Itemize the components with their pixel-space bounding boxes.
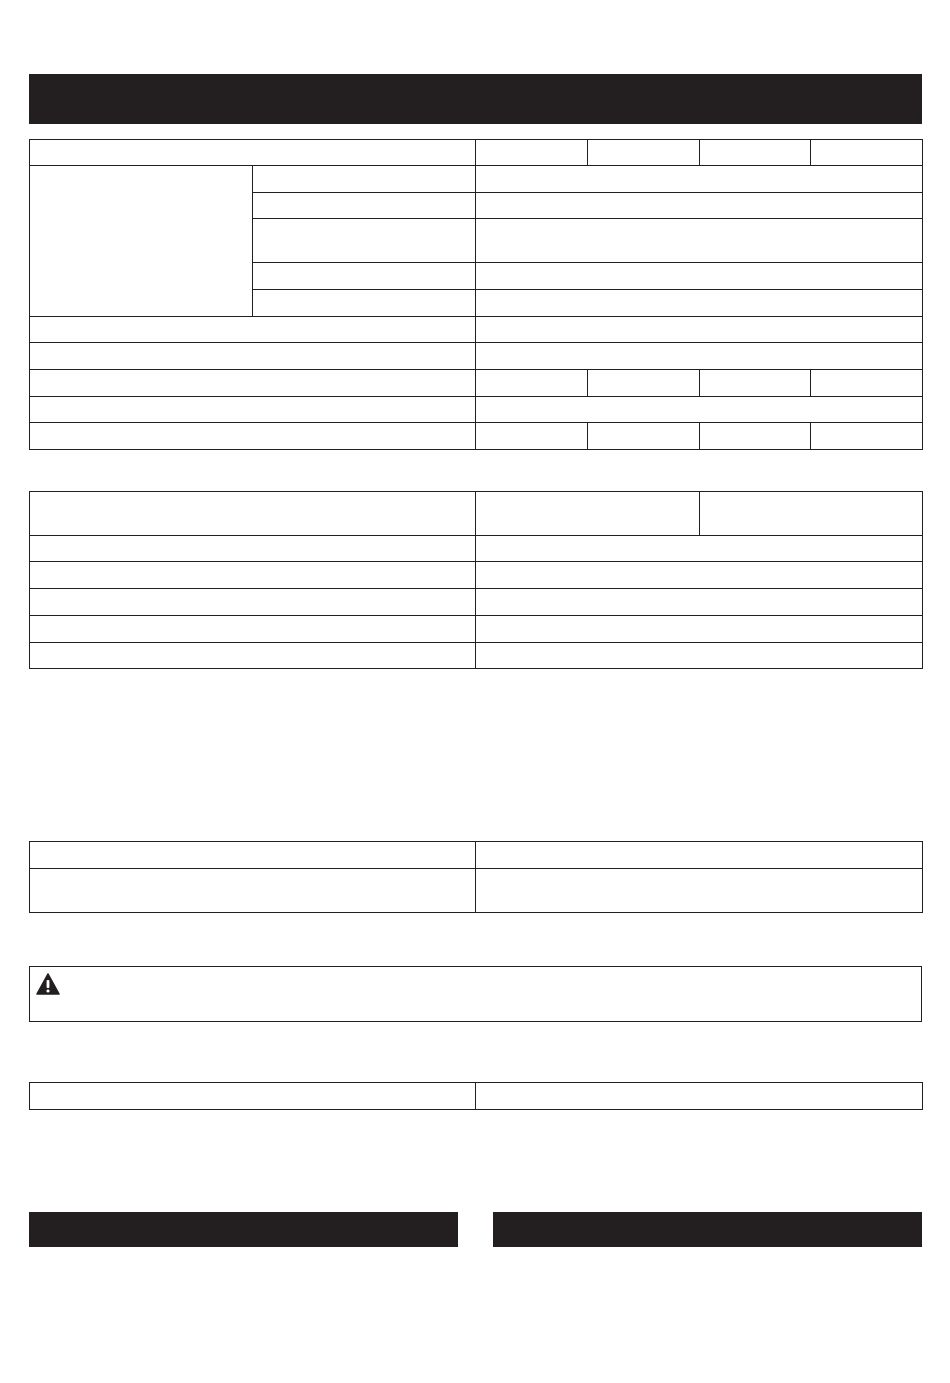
warning-box	[29, 966, 922, 1022]
table-cell	[475, 615, 923, 643]
table-cell	[475, 192, 923, 219]
table-cell	[475, 262, 923, 290]
table-cell	[252, 289, 476, 317]
table-cell-merged	[29, 165, 253, 317]
table-cell	[252, 218, 476, 263]
table-cell	[29, 1082, 476, 1110]
third-data-table	[29, 841, 923, 913]
table-cell	[475, 289, 923, 317]
table-cell	[475, 422, 588, 450]
table-cell	[587, 369, 700, 397]
table-cell	[475, 491, 700, 536]
table-cell	[475, 841, 923, 869]
section-header-bar	[29, 74, 922, 124]
table-cell	[810, 369, 923, 397]
table-cell	[810, 139, 923, 166]
table-cell	[29, 588, 476, 616]
table-cell	[252, 192, 476, 219]
table-cell	[475, 139, 588, 166]
table-cell	[587, 422, 700, 450]
table-cell	[475, 218, 923, 263]
table-cell	[587, 139, 700, 166]
table-cell	[29, 342, 476, 370]
table-cell	[29, 369, 476, 397]
table-cell	[29, 561, 476, 589]
table-cell	[252, 165, 476, 193]
table-cell	[699, 422, 811, 450]
table-cell	[29, 139, 476, 166]
table-cell	[29, 535, 476, 562]
table-cell	[29, 615, 476, 643]
table-cell	[475, 868, 923, 913]
table-cell	[699, 139, 811, 166]
table-cell	[475, 369, 588, 397]
table-cell	[699, 369, 811, 397]
table-cell	[475, 342, 923, 370]
table-cell	[29, 396, 476, 423]
table-cell	[699, 491, 923, 536]
table-cell	[29, 841, 476, 869]
warning-triangle-icon	[36, 973, 60, 995]
table-cell	[29, 316, 476, 343]
technical-data-table	[29, 139, 923, 450]
table-cell	[29, 868, 476, 913]
table-cell	[810, 422, 923, 450]
table-cell	[475, 561, 923, 589]
table-cell	[29, 491, 476, 536]
table-cell	[475, 1082, 923, 1110]
right-section-bar	[493, 1212, 922, 1247]
table-cell	[475, 316, 923, 343]
table-cell	[475, 535, 923, 562]
table-cell	[475, 396, 923, 423]
left-section-bar	[29, 1212, 458, 1247]
second-data-table	[29, 491, 923, 669]
table-cell	[475, 165, 923, 193]
table-cell	[475, 642, 923, 669]
table-cell	[252, 262, 476, 290]
table-cell	[475, 588, 923, 616]
table-cell	[29, 642, 476, 669]
fourth-data-table	[29, 1082, 923, 1110]
table-cell	[29, 422, 476, 450]
